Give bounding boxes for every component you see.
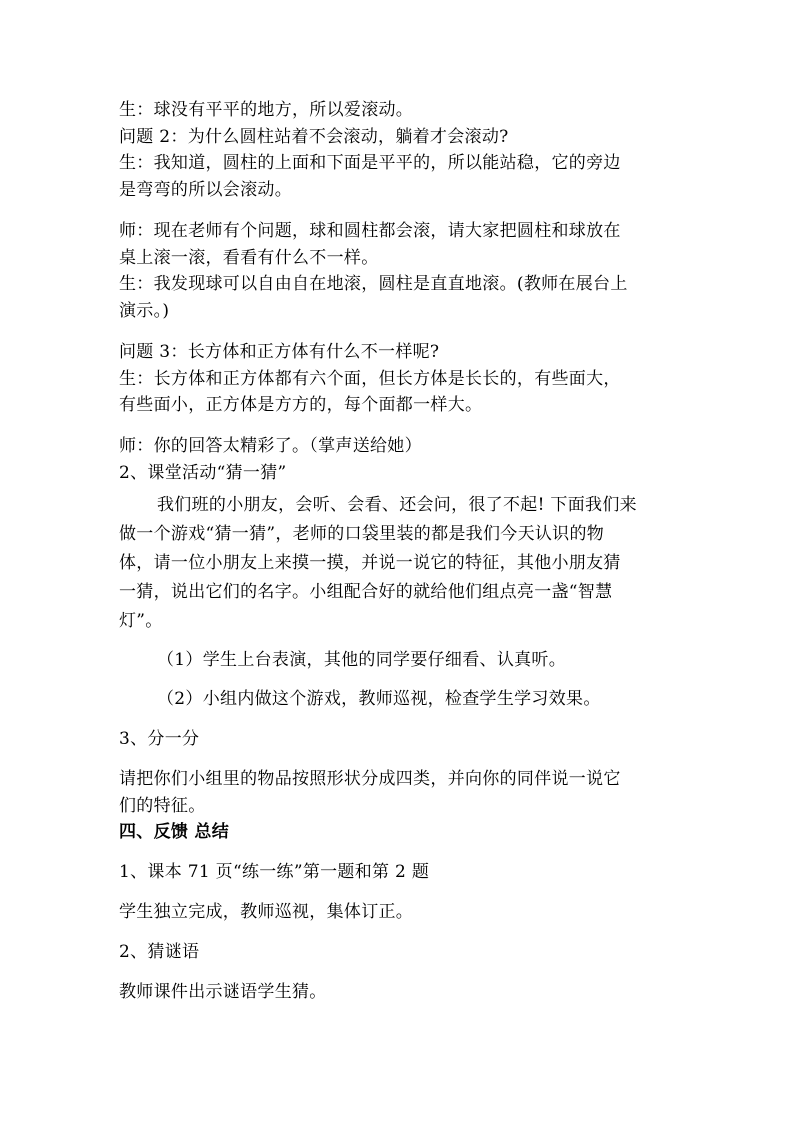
text-line: 演示。) [119, 301, 170, 321]
paragraph-line: 我们班的小朋友，会听、会看、还会问，很了不起! 下面我们来 [157, 495, 637, 515]
text-line: 1、课本 71 页“练一练”第一题和第 2 题 [119, 862, 430, 882]
text-line: 生：球没有平平的地方，所以爱滚动。 [119, 100, 414, 120]
paragraph-line: 们的特征。 [119, 796, 206, 816]
text-line: 有些面小，正方体是方方的，每个面都一样大。 [119, 395, 483, 415]
text-line: 生：我知道，圆柱的上面和下面是平平的，所以能站稳，它的旁边 [119, 153, 621, 173]
paragraph-line: 灯”。 [119, 611, 163, 631]
text-line: 生：长方体和正方体都有六个面，但长方体是长长的，有些面大， [119, 369, 621, 389]
list-item: （2）小组内做这个游戏，教师巡视，检查学生学习效果。 [157, 689, 601, 709]
paragraph-line: 请把你们小组里的物品按照形状分成四类，并向你的同伴说一说它 [119, 769, 621, 789]
text-line: 师：你的回答太精彩了。（掌声送给她） [119, 436, 422, 456]
paragraph-line: 体，请一位小朋友上来摸一摸，并说一说它的特征，其他小朋友猜 [119, 553, 621, 573]
text-line: 问题 3：长方体和正方体有什么不一样呢? [119, 342, 440, 362]
section-heading: 2、课堂活动“猜一猜” [119, 463, 287, 483]
list-item: （1）学生上台表演，其他的同学要仔细看、认真听。 [157, 650, 567, 670]
text-line: 生：我发现球可以自由自在地滚，圆柱是直直地滚。(教师在展台上 [119, 274, 628, 294]
text-line: 桌上滚一滚，看看有什么不一样。 [119, 248, 379, 268]
text-line: 教师课件出示谜语学生猜。 [119, 982, 327, 1002]
text-line: 2、猜谜语 [119, 942, 200, 962]
section-heading: 3、分一分 [119, 729, 200, 749]
text-line: 问题 2：为什么圆柱站着不会滚动，躺着才会滚动? [119, 127, 509, 147]
paragraph-line: 一猜，说出它们的名字。小组配合好的就给他们组点亮一盏“智慧 [119, 582, 613, 602]
section-heading: 四、反馈 总结 [119, 822, 230, 842]
text-line: 是弯弯的所以会滚动。 [119, 180, 292, 200]
text-line: 学生独立完成，教师巡视，集体订正。 [119, 902, 414, 922]
paragraph-line: 做一个游戏“猜一猜”，老师的口袋里装的都是我们今天认识的物 [119, 524, 605, 544]
text-line: 师：现在老师有个问题，球和圆柱都会滚，请大家把圆柱和球放在 [119, 221, 621, 241]
